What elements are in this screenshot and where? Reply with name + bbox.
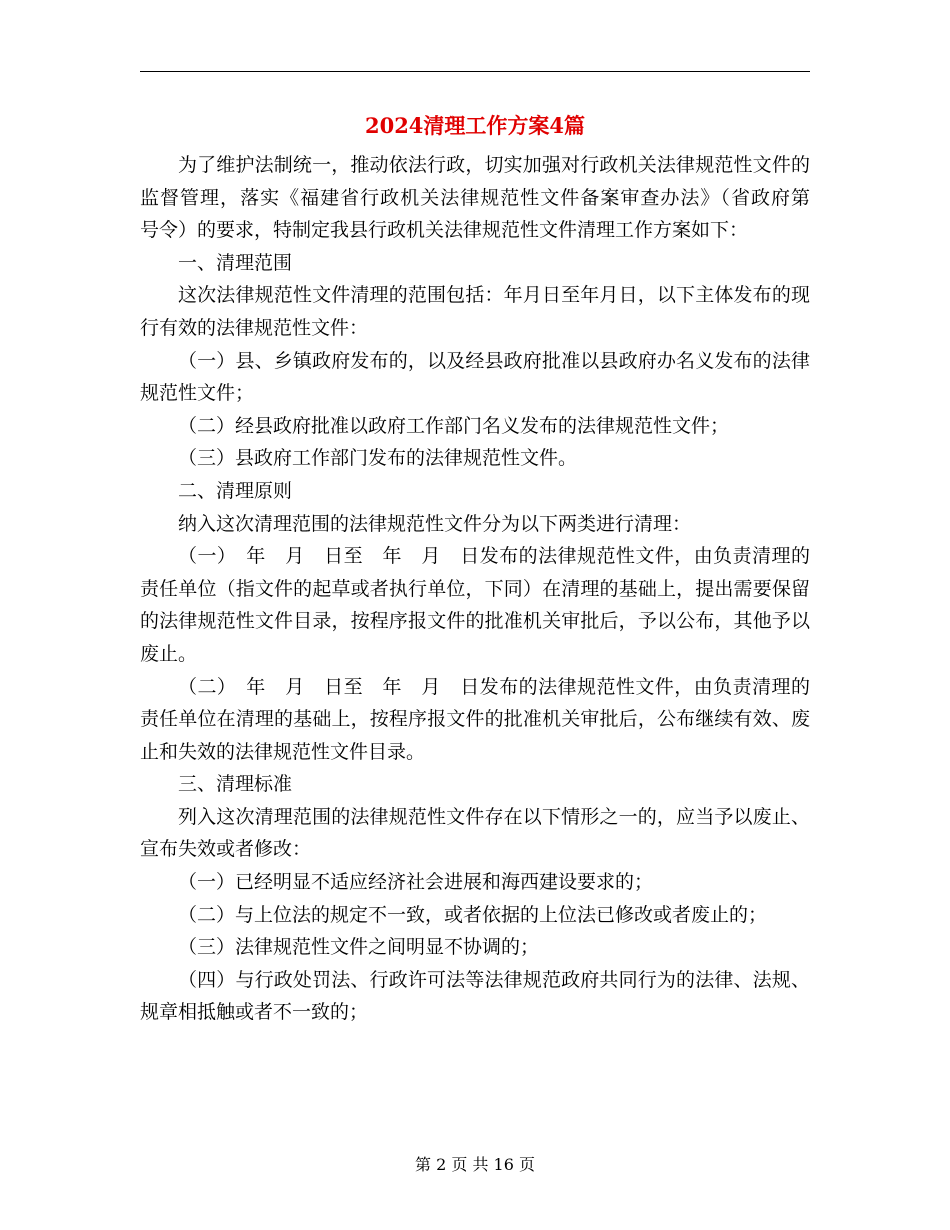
principle-item-1: （一） 年 月 日至 年 月 日发布的法律规范性文件，由负责清理的责任单位（指文件的起草或者执行单位，下同）在清理的基础上，提出需要保留的法律规范性文件目录，按程序报文件的批准机关审批后，予以公布，其他予以废止。 <box>140 545 810 665</box>
header-rule <box>140 71 810 72</box>
section-heading-principles: 二、清理原则 <box>178 479 293 502</box>
document-body <box>140 149 830 1029</box>
section-heading-standards: 三、清理标准 <box>178 773 293 796</box>
paragraph-scope: 这次法律规范性文件清理的范围包括：年月日至年月日，以下主体发布的现行有效的法律规范性文件： <box>140 284 810 339</box>
standard-item-1: （一）已经明显不适应经济社会进展和海西建设要求的； <box>178 871 654 894</box>
paragraph-intro: 为了维护法制统一，推动依法行政，切实加强对行政机关法律规范性文件的监督管理，落实《福建省行政机关法律规范性文件备案审查办法》（省政府第 号令）的要求，特制定我县行政机关法律规范性文件清理工作方案如下： <box>140 154 830 242</box>
standard-item-3: （三）法律规范性文件之间明显不协调的； <box>178 936 540 959</box>
document-title: 2024清理工作方案4篇 <box>364 113 586 138</box>
section-heading-scope: 一、清理范围 <box>178 251 293 274</box>
principle-item-2: （二） 年 月 日至 年 月 日发布的法律规范性文件，由负责清理的责任单位在清理的基础上，按程序报文件的批准机关审批后，公布继续有效、废止和失效的法律规范性文件目录。 <box>140 675 810 763</box>
page-number: 第 2 页 共 16 页 <box>415 1155 535 1174</box>
standard-item-4: （四）与行政处罚法、行政许可法等法律规范政府共同行为的法律、法规、规章相抵触或者不一致的； <box>140 968 810 1024</box>
paragraph-standards: 列入这次清理范围的法律规范性文件存在以下情形之一的，应当予以废止、宣布失效或者修改： <box>140 805 810 861</box>
scope-item-3: （三）县政府工作部门发布的法律规范性文件。 <box>178 447 578 470</box>
standard-item-2: （二）与上位法的规定不一致，或者依据的上位法已修改或者废止的； <box>178 903 768 926</box>
paragraph-principles: 纳入这次清理范围的法律规范性文件分为以下两类进行清理： <box>178 512 692 535</box>
scope-item-1: （一）县、乡镇政府发布的，以及经县政府批准以县政府办名义发布的法律规范性文件； <box>140 349 810 405</box>
scope-item-2: （二）经县政府批准以政府工作部门名义发布的法律规范性文件； <box>178 414 730 437</box>
